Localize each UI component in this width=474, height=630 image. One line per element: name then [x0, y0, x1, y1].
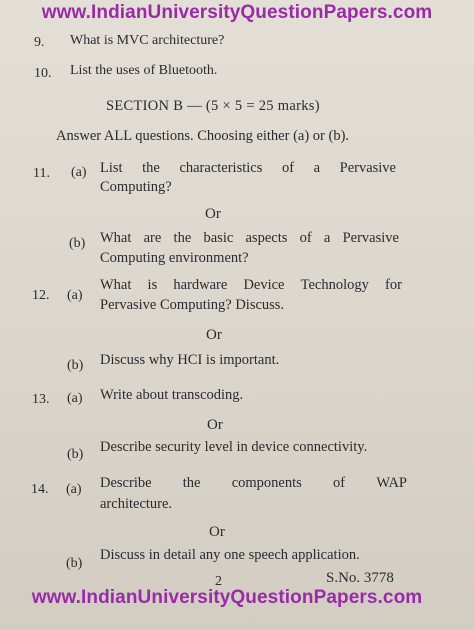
question-11-b-line1: [100, 230, 399, 247]
question-13-a-label: (a): [67, 391, 83, 406]
question-11-a-line2: Computing?: [100, 179, 172, 195]
question-14-number: 14.: [31, 482, 49, 497]
question-9-text: What is MVC architecture?: [70, 33, 225, 48]
watermark-bottom: www.IndianUniversityQuestionPapers.com: [31, 587, 423, 608]
question-12-a-line1: [100, 277, 402, 294]
word: a: [323, 230, 331, 246]
question-11-or: Or: [205, 206, 221, 222]
question-13-a-text: Write about transcoding.: [100, 387, 244, 403]
question-13-or: Or: [207, 417, 223, 433]
word: a: [313, 160, 321, 176]
page-number: 2: [215, 574, 222, 589]
word: Pervasive: [339, 160, 396, 176]
word: WAP: [376, 475, 407, 491]
question-12-a-line2: Pervasive Computing? Discuss.: [100, 297, 285, 313]
word: for: [385, 277, 402, 293]
section-b-title: SECTION B — (5 × 5 = 25 marks): [106, 98, 320, 114]
word: are: [143, 230, 162, 246]
word: the: [142, 160, 160, 176]
question-13-b-text: Describe security level in device connectivity.: [100, 439, 368, 455]
word: basic: [203, 230, 234, 246]
question-14-b-label: (b): [66, 556, 83, 571]
question-13-number: 13.: [32, 392, 50, 407]
question-11-b-label: (b): [69, 236, 86, 251]
word: of: [299, 230, 312, 246]
question-14-a-line2: architecture.: [100, 496, 173, 512]
word: the: [173, 230, 192, 246]
word: of: [281, 160, 295, 176]
word: List: [100, 160, 123, 176]
question-11-a-label: (a): [71, 165, 87, 180]
word: aspects: [245, 230, 288, 246]
word: Technology: [300, 277, 369, 293]
question-14-b-text: Discuss in detail any one speech application.: [100, 547, 360, 563]
question-11-number: 11.: [33, 166, 50, 181]
word: components: [231, 475, 302, 491]
question-14-a-line1: [100, 475, 407, 492]
word: is: [147, 277, 158, 293]
word: characteristics: [179, 160, 263, 176]
question-11-a-line1: [100, 160, 396, 177]
word: Describe: [100, 475, 152, 491]
word: Pervasive: [342, 230, 399, 246]
question-12-or: Or: [206, 327, 222, 343]
question-13-b-label: (b): [67, 447, 84, 462]
question-14-a-label: (a): [66, 482, 82, 497]
word: What: [100, 230, 132, 246]
word: What: [100, 277, 132, 293]
serial-number: S.No. 3778: [326, 570, 394, 586]
question-9-number: 9.: [34, 35, 45, 50]
watermark-top: www.IndianUniversityQuestionPapers.com: [41, 2, 433, 23]
question-12-b-label: (b): [67, 358, 84, 373]
section-b-instruction: Answer ALL questions. Choosing either (a) or (b).: [56, 128, 350, 144]
question-14-or: Or: [209, 524, 225, 540]
question-12-number: 12.: [32, 288, 50, 303]
word: hardware: [173, 277, 228, 293]
question-10-text: List the uses of Bluetooth.: [70, 63, 218, 78]
word: the: [182, 475, 201, 491]
question-10-number: 10.: [34, 66, 52, 81]
question-12-b-text: Discuss why HCI is important.: [100, 352, 280, 368]
word: of: [333, 475, 346, 491]
word: Device: [243, 277, 285, 293]
question-12-a-label: (a): [67, 288, 83, 303]
question-11-b-line2: Computing environment?: [100, 250, 249, 266]
